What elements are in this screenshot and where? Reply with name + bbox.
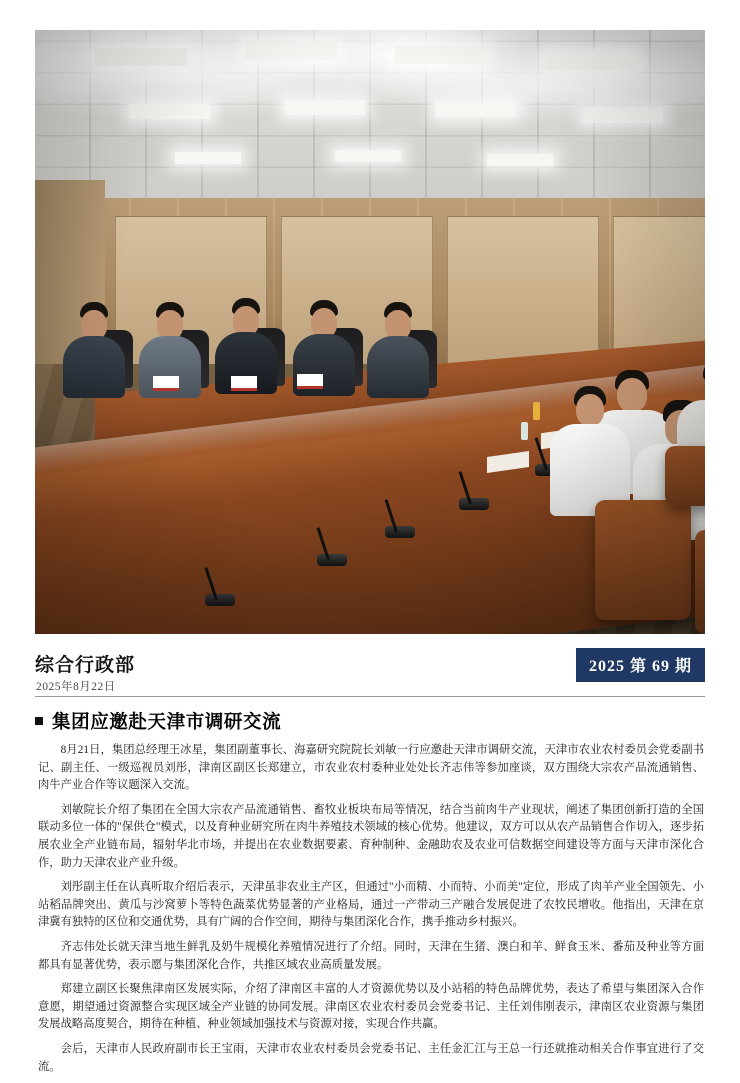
paragraph: 会后，天津市人民政府副市长王宝雨，天津市农业农村委员会党委书记、主任金汇江与王总一行还就推动相关合作事宜进行了交流。 [38, 1042, 704, 1073]
paragraph: 齐志伟处长就天津当地生鲜乳及奶牛规模化养殖情况进行了介绍。同时，天津在生猪、澳白和羊、鲜食玉米、番茄及种业等方面都具有显著优势，表示愿与集团深化合作，共推区域农业高质量发展。 [38, 940, 704, 971]
article-body [38, 742, 704, 1083]
paragraph: 郑建立副区长聚焦津南区发展实际，介绍了津南区丰富的人才资源优势以及小站稻的特色品牌优势，表达了希望与集团深入合作意愿，期望通过资源整合实现区域全产业链的协同发展。津南区农业农村委员会党委书记、主任刘伟刚表示，津南区农业资源与集团发展战略高度契合，期待在种植、种业领域加强技术与资源对接，实现合作共赢。 [38, 983, 704, 1031]
article-title-row [35, 708, 281, 734]
issue-badge: 2025 第 69 期 [576, 648, 705, 682]
attendee [367, 302, 429, 394]
square-bullet-icon [35, 717, 43, 725]
paragraph: 刘彤副主任在认真听取介绍后表示，天津虽非农业主产区，但通过"小而精、小而特、小而美"定位，形成了肉羊产业全国领先、小站稻品牌突出、黄瓜与沙窝萝卜等特色蔬菜优势显著的产业格局，通过一产带动三产融合发展促进了农牧民增收。他指出，天津在京津冀有独特的区位和交通优势，具有广阔的合作空间，期待与集团深化合作，携手推动乡村振兴。 [38, 881, 704, 929]
photo-canvas [35, 30, 705, 634]
conference-photo [35, 30, 705, 634]
paragraph: 8月21日，集团总经理王冰星，集团副董事长、海嘉研究院院长刘敏一行应邀赴天津市调研交流，天津市农业农村委员会党委副书记、副主任、一级巡视员刘彤，津南区副区长郑建立，市农业农村委种业处处长齐志伟等参加座谈，双方围绕大宗农产品流通销售、肉牛产业合作等议题深入交流。 [38, 744, 704, 792]
page-title: 集团应邀赴天津市调研交流 [52, 713, 282, 733]
header-divider [35, 696, 705, 697]
department-name: 综合行政部 [35, 655, 136, 676]
publish-date: 2025年8月22日 [36, 681, 116, 693]
paragraph: 刘敏院长介绍了集团在全国大宗农产品流通销售、畜牧业板块布局等情况，结合当前肉牛产业现状，阐述了集团创新打造的全国联动多位一体的"保供仓"模式，以及育种业研究所在肉牛养殖技术领域的核心优势。他建议，双方可以从农产品销售合作切入，逐步拓展农业全产业链布局，辐射华北市场，并提出在农业数据要素、育种制种、金融助农及农业可信数据空间建设等方面与天津市深化合作，助力天津农业产业升级。 [38, 803, 704, 869]
attendee [555, 386, 625, 516]
attendee [63, 302, 125, 394]
